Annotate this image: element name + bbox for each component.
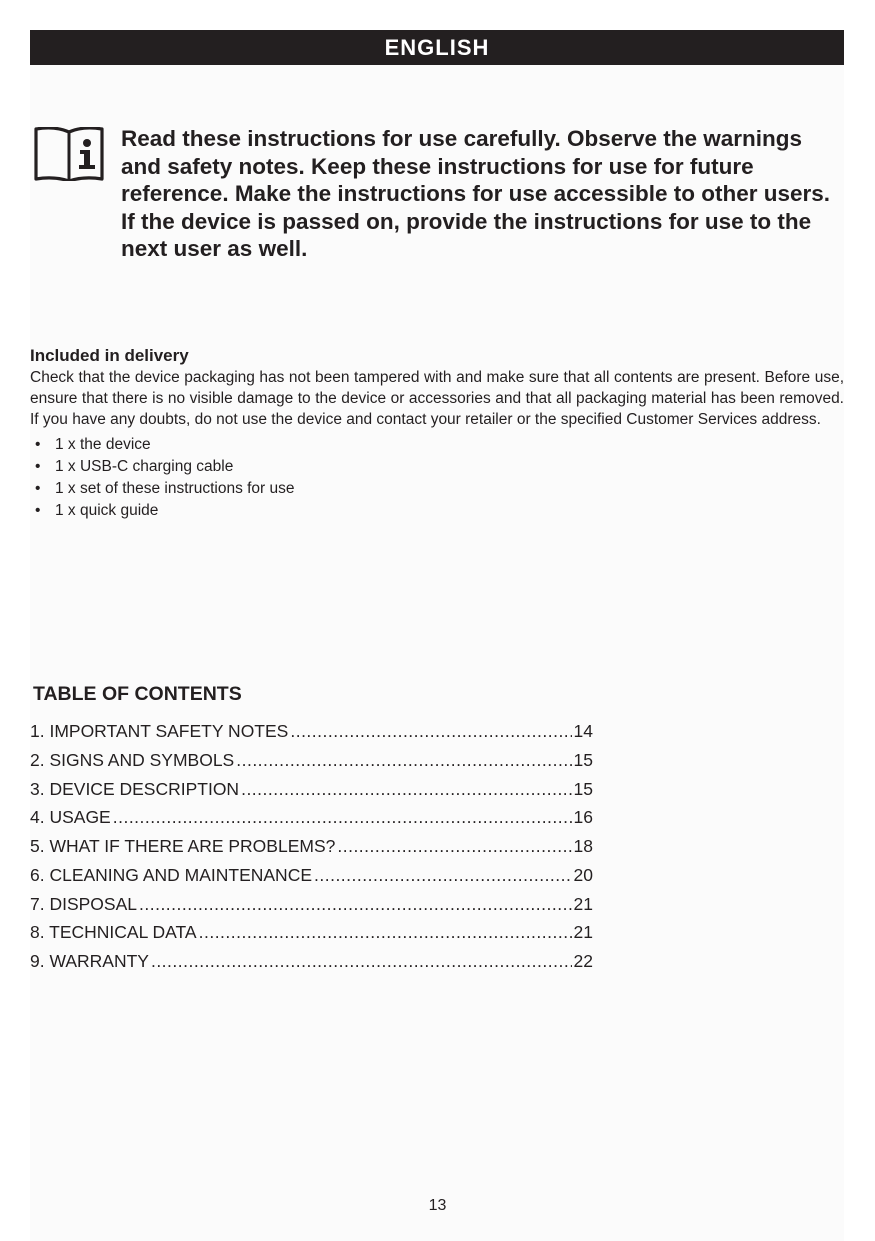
toc-entry-label: 3. DEVICE DESCRIPTION [30,778,240,799]
toc-entry[interactable] [30,947,593,976]
list-item: • 1 x USB-C charging cable [30,456,844,478]
toc-entry-label: 6. CLEANING AND MAINTENANCE [30,864,312,885]
delivery-section [30,345,844,522]
toc-entry-page: 21 [573,922,593,943]
toc-entry[interactable] [30,717,593,746]
toc-entry-page: 15 [573,749,593,770]
toc-entry-label: 8. TECHNICAL DATA [30,922,197,943]
toc-entry-label: 5. WHAT IF THERE ARE PROBLEMS? [30,836,336,856]
toc-leader-dots [113,803,572,832]
delivery-heading: Included in delivery [30,346,189,365]
toc-leader-dots [236,746,571,775]
toc-entry-page: 20 [573,864,593,885]
toc-heading: TABLE OF CONTENTS [33,683,242,705]
toc-entry[interactable] [30,775,593,804]
toc-leader-dots [290,717,571,746]
toc-leader-dots [151,947,572,976]
toc-entry-label: 7. DISPOSAL [30,893,137,914]
list-item: • 1 x set of these instructions for use [30,478,844,500]
toc-entry-page: 18 [573,836,593,856]
toc-entry-label: 9. WARRANTY [30,951,149,971]
toc-entry-page: 14 [573,721,593,741]
bullet-icon: • [35,480,41,497]
toc-entry[interactable] [30,918,593,947]
page-number: 13 [428,1197,447,1214]
toc-leader-dots [139,890,572,919]
toc-entry-page: 15 [573,778,593,799]
bullet-icon: • [35,458,41,475]
toc-entry[interactable] [30,803,593,832]
toc-entry[interactable] [30,890,593,919]
intro-instructions: Read these instructions for use carefully. Observe the warnings and safety notes. Keep these instructions for use for future reference. Make the instructions for use accessible to other users. If the device is passed on, provide the instructions for use to the next user as well. [121,126,831,261]
language-header: ENGLISH [30,30,844,65]
toc-leader-dots [314,861,572,890]
info-book-icon [33,127,105,181]
toc-entry[interactable] [30,861,593,890]
toc-entry-page: 22 [573,951,593,971]
bullet-icon: • [35,502,41,519]
toc-entry-label: 1. IMPORTANT SAFETY NOTES [30,721,289,741]
delivery-text: Check that the device packaging has not been tampered with and make sure that all contents are present. Before use, ensure that there is no visible damage to the device or accessories and that all packaging material has been removed. If you have any doubts, do not use the device and contact your retailer or the specified Customer Services address. [30,369,844,428]
toc-entry-label: 2. SIGNS AND SYMBOLS [30,749,235,770]
list-item: • 1 x the device [30,434,844,456]
list-item: • 1 x quick guide [30,500,844,522]
toc-leader-dots [337,832,571,861]
delivery-list [30,434,844,522]
toc-leader-dots [199,918,572,947]
toc-entry-page: 21 [573,893,593,914]
toc-entry[interactable] [30,832,593,861]
bullet-icon: • [35,436,41,453]
toc-entry-page: 16 [573,807,593,828]
toc-leader-dots [241,775,571,804]
toc-entry-label: 4. USAGE [30,807,111,828]
toc-entry[interactable] [30,746,593,775]
table-of-contents [30,717,593,976]
